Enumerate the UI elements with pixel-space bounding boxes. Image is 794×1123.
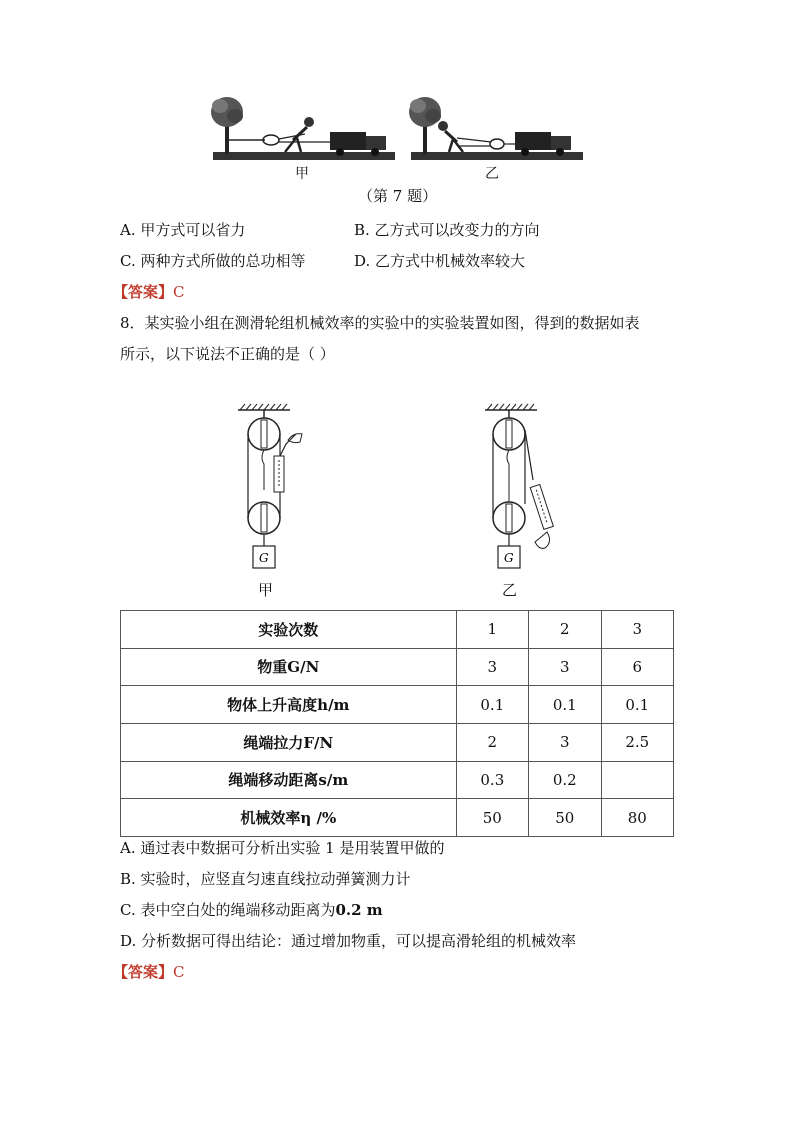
q8-option-d: D. 分析数据可得出结论：通过增加物重，可以提高滑轮组的机械效率 (120, 932, 577, 950)
q7-option-d: D. 乙方式中机械效率较大 (354, 252, 526, 270)
table-cell: 3 (601, 611, 674, 649)
table-row (121, 761, 674, 799)
q8-option-c-text: C. 表中空白处的绳端移动距离为 (120, 901, 336, 919)
q7-answer (113, 282, 185, 302)
q8-option-c-value: 0.2 m (335, 901, 383, 919)
table-row (121, 611, 674, 649)
q7-caption: （第 7 题） (358, 187, 438, 205)
q8-option-c (120, 900, 383, 920)
table-row (121, 723, 674, 761)
q7-label-right: 乙 (485, 166, 499, 182)
table-cell: 0.1 (456, 686, 528, 724)
table-cell-empty (601, 761, 674, 799)
q8-option-b: B. 实验时，应竖直匀速直线拉动弹簧测力计 (120, 870, 411, 888)
table-row-label: 物体上升高度h/m (121, 686, 457, 724)
table-cell: 0.1 (601, 686, 674, 724)
q8-weight-left-letter: G (259, 551, 269, 565)
q8-fig-label-right: 乙 (502, 581, 518, 599)
table-row-label: 实验次数 (121, 611, 457, 649)
q8-answer-bracket: 【答案】 (113, 963, 174, 981)
q7-scene-left (211, 97, 395, 160)
q8-answer-value: C (173, 963, 185, 981)
table-row-label: 物重G/N (121, 648, 457, 686)
q7-option-c: C. 两种方式所做的总功相等 (120, 252, 306, 270)
q7-label-left: 甲 (295, 166, 309, 182)
q7-scene-right (409, 97, 583, 160)
table-cell: 2.5 (601, 723, 674, 761)
table-cell: 3 (456, 648, 528, 686)
q7-option-b: B. 乙方式可以改变力的方向 (354, 221, 540, 239)
table-row (121, 799, 674, 837)
q8-pulley-figure-right (475, 400, 565, 572)
table-cell: 2 (456, 723, 528, 761)
table-row (121, 648, 674, 686)
q8-fig-label-left: 甲 (258, 581, 274, 599)
q7-answer-bracket: 【答案】 (113, 283, 174, 301)
table-row-label: 机械效率η /% (121, 799, 457, 837)
table-cell: 50 (456, 799, 528, 837)
table-row (121, 686, 674, 724)
table-cell: 2 (529, 611, 601, 649)
table-cell: 3 (529, 648, 601, 686)
table-cell: 1 (456, 611, 528, 649)
q8-answer (113, 962, 185, 982)
table-cell: 6 (601, 648, 674, 686)
q7-option-a: A. 甲方式可以省力 (120, 221, 246, 239)
table-cell: 80 (601, 799, 674, 837)
q8-weight-right-letter: G (504, 551, 514, 565)
table-cell: 0.3 (456, 761, 528, 799)
table-cell: 3 (529, 723, 601, 761)
table-cell: 50 (529, 799, 601, 837)
table-row-label: 绳端拉力F/N (121, 723, 457, 761)
table-row-label: 绳端移动距离s/m (121, 761, 457, 799)
q8-data-table (120, 610, 674, 837)
q8-stem-line2: 所示，以下说法不正确的是（ ） (120, 345, 335, 363)
q7-figure (205, 92, 585, 167)
q7-answer-value: C (173, 283, 185, 301)
q8-stem-line1: 8．某实验小组在测滑轮组机械效率的实验中的实验装置如图，得到的数据如表 (120, 314, 640, 332)
q8-option-a: A. 通过表中数据可分析出实验 1 是用装置甲做的 (120, 839, 445, 857)
q8-pulley-figure-left (228, 400, 318, 572)
table-cell: 0.2 (529, 761, 601, 799)
table-cell: 0.1 (529, 686, 601, 724)
